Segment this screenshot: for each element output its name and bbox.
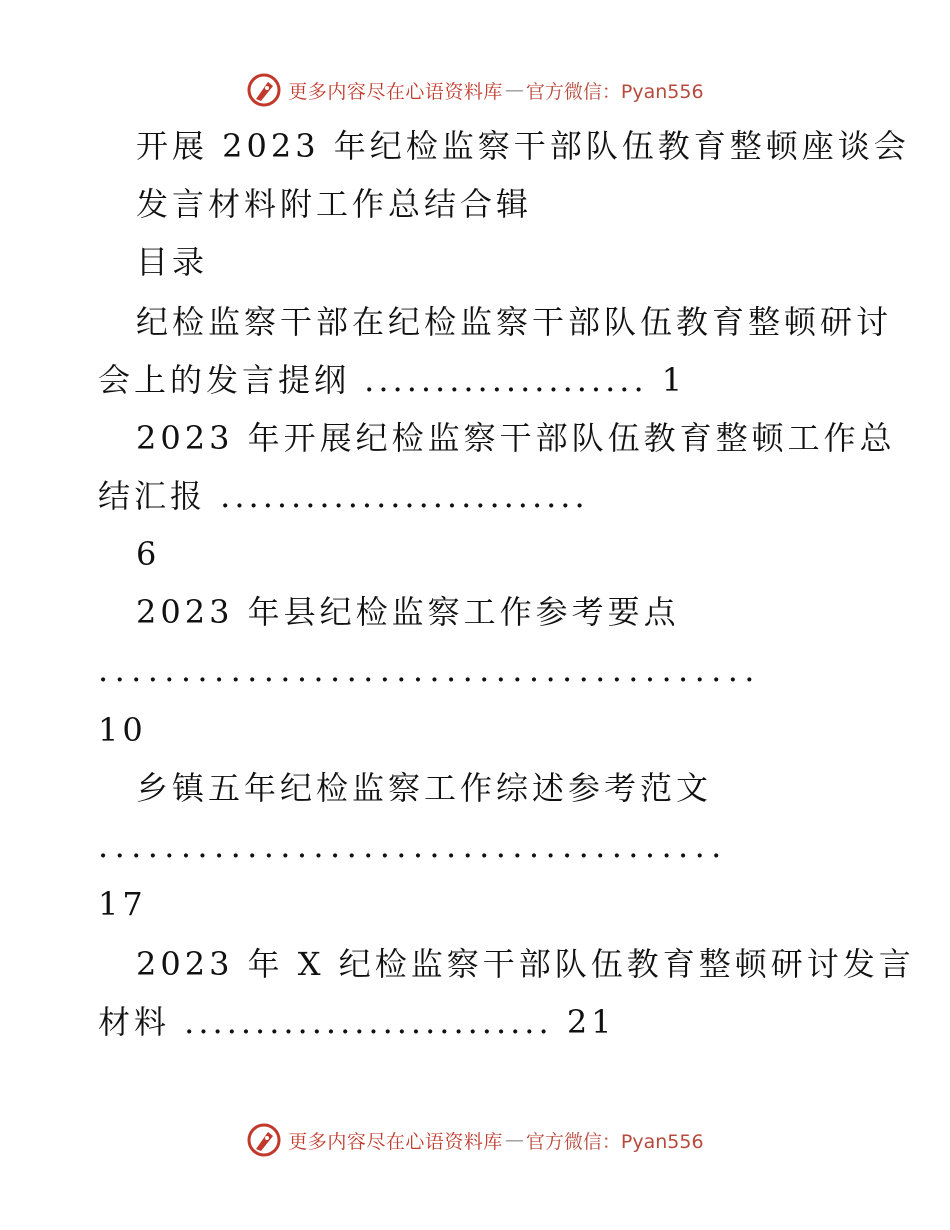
banner-wechat: 官方微信：Pyan556 bbox=[525, 80, 704, 103]
banner-wechat: 官方微信：Pyan556 bbox=[525, 1130, 704, 1153]
header-watermark-banner bbox=[0, 68, 950, 112]
toc-entry-3-title: 2023 年县纪检监察工作参考要点 bbox=[136, 593, 680, 631]
toc-entry-5-leader: 材料 .......................... 21 bbox=[98, 1003, 616, 1041]
banner-separator: — bbox=[504, 1129, 524, 1151]
document-title-line-1: 开展 2023 年纪检监察干部队伍教育整顿座谈会 bbox=[136, 127, 910, 165]
toc-entry-2-page: 6 bbox=[136, 535, 161, 573]
footer-watermark-banner bbox=[0, 1118, 950, 1162]
toc-entry-4-page: 17 bbox=[98, 885, 147, 923]
toc-entry-2-leader: 结汇报 .......................... bbox=[98, 477, 589, 515]
toc-entry-1-leader: 会上的发言提纲 .................... 1 bbox=[98, 361, 687, 399]
toc-entry-4-title: 乡镇五年纪检监察工作综述参考范文 bbox=[136, 769, 713, 807]
toc-entry-5-title: 2023 年 X 纪检监察干部队伍教育整顿研讨发言 bbox=[136, 945, 915, 983]
banner-text: 更多内容尽在心语资料库 bbox=[288, 1130, 503, 1153]
banner-text: 更多内容尽在心语资料库 bbox=[288, 80, 503, 103]
toc-entry-3-leader: ........................................ bbox=[98, 651, 761, 689]
pen-nib-logo-icon bbox=[246, 72, 282, 108]
toc-entry-1-title: 纪检监察干部在纪检监察干部队伍教育整顿研讨 bbox=[136, 303, 893, 341]
toc-entry-3-page: 10 bbox=[98, 711, 147, 749]
banner-separator: — bbox=[504, 79, 524, 101]
document-title-line-2: 发言材料附工作总结合辑 bbox=[136, 185, 533, 223]
toc-heading: 目录 bbox=[136, 243, 209, 281]
toc-entry-4-leader: ...................................... bbox=[98, 827, 728, 865]
pen-nib-logo-icon bbox=[246, 1122, 282, 1158]
toc-entry-2-title: 2023 年开展纪检监察干部队伍教育整顿工作总 bbox=[136, 419, 896, 457]
